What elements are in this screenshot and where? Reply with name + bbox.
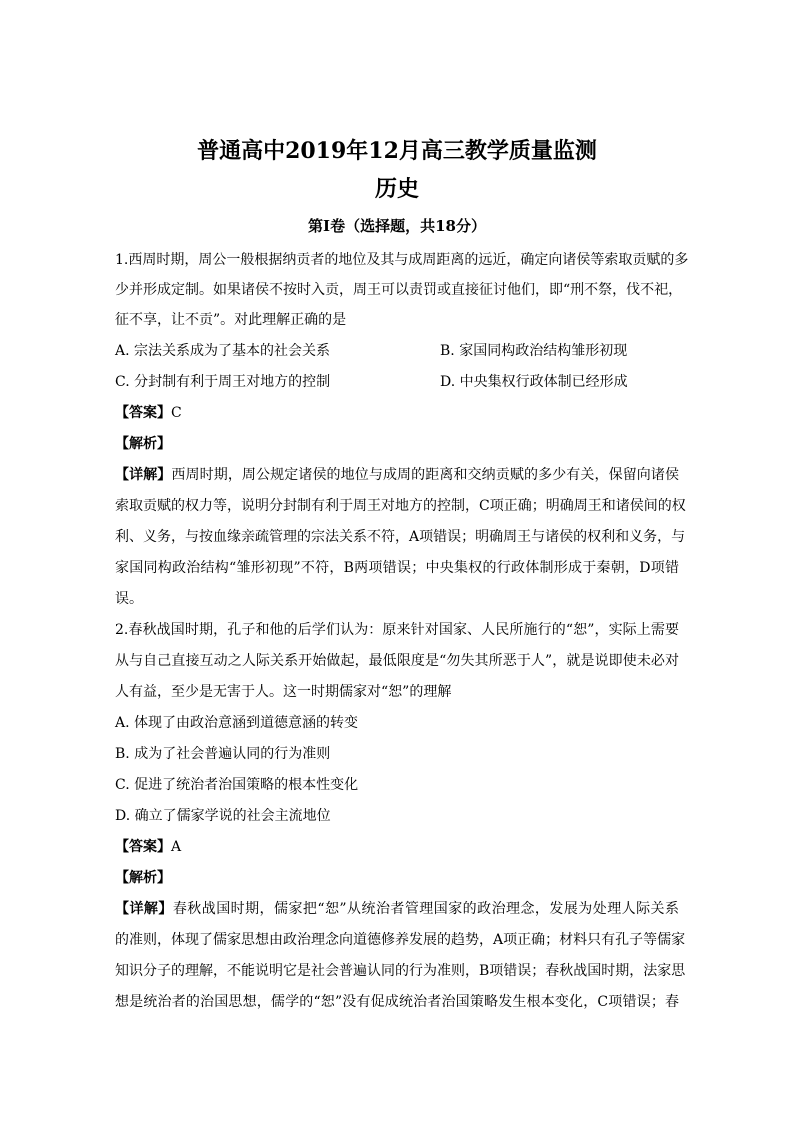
q2-answer-value: A (171, 839, 182, 855)
q1-detail-line-3: 利、义务，与按血缘亲疏管理的宗法关系不符，A项错误；明确周王与诸侯的权利和义务，与 (115, 529, 686, 545)
answer-tag: 【答案】 (115, 405, 171, 421)
q2-detail-text-1: 春秋战国时期，儒家把“恕”从统治者管理国家的政治理念，发展为处理人际关系 (172, 901, 680, 917)
exam-title: 普通高中2019年12月高三教学质量监测 (197, 138, 597, 164)
subject-title: 历史 (374, 176, 419, 202)
detail-tag: 【详解】 (115, 901, 173, 917)
answer-tag: 【答案】 (115, 839, 171, 855)
section-title: 第Ⅰ卷（选择题，共18分） (308, 217, 486, 235)
q1-option-a: A. 宗法关系成为了基本的社会关系 (115, 343, 331, 359)
q1-answer (115, 402, 182, 424)
q2-option-d: D. 确立了儒家学说的社会主流地位 (115, 808, 331, 824)
q2-stem-line-2: 从与自己直接互动之人际关系开始做起，最低限度是“勿失其所恶于人”，就是说即使未必对 (115, 653, 679, 669)
q2-option-a: A. 体现了由政治意涵到道德意涵的转变 (115, 715, 359, 731)
q1-detail-line-5: 误。 (115, 591, 143, 607)
q1-detail-line-1 (115, 464, 679, 486)
analysis-tag: 【解析】 (115, 436, 171, 452)
q2-stem-line-1: 2.春秋战国时期，孔子和他的后学们认为：原来针对国家、人民所施行的“恕”，实际上需要 (115, 622, 679, 638)
q1-detail-line-2: 索取贡赋的权力等，说明分封制有利于周王对地方的控制，C项正确；明确周王和诸侯间的权 (115, 498, 686, 514)
q2-detail-line-2: 的准则，体现了儒家思想由政治理念向道德修养发展的趋势，A项正确；材料只有孔子等儒家 (115, 932, 686, 948)
q2-option-c: C. 促进了统治者治国策略的根本性变化 (115, 777, 359, 793)
q2-detail-line-1 (115, 898, 679, 920)
q2-detail-line-4: 想是统治者的治国思想，儒学的“恕”没有促成统治者治国策略发生根本变化，C项错误；春 (115, 994, 679, 1010)
q1-analysis (115, 433, 171, 455)
q1-answer-value: C (171, 405, 182, 421)
q1-detail-text-1: 西周时期，周公规定诸侯的地位与成周的距离和交纳贡赋的多少有关，保留向诸侯 (171, 467, 680, 483)
q2-stem-line-3: 人有益，至少是无害于人。这一时期儒家对“恕”的理解 (115, 684, 452, 700)
q2-option-b: B. 成为了社会普遍认同的行为准则 (115, 746, 331, 762)
q2-answer (115, 836, 181, 858)
q2-detail-line-3: 知识分子的理解，不能说明它是社会普遍认同的行为准则，B项错误；春秋战国时期，法家思 (115, 963, 686, 979)
q1-stem-line-1: 1.西周时期，周公一般根据纳贡者的地位及其与成周距离的远近，确定向诸侯等索取贡赋的多 (115, 252, 689, 268)
q2-analysis (115, 867, 171, 889)
q1-detail-line-4: 家国同构政治结构“雏形初现”不符，B两项错误；中央集权的行政体制形成于秦朝，D项错 (115, 560, 679, 576)
q1-option-c: C. 分封制有利于周王对地方的控制 (115, 374, 331, 390)
q1-option-b: B. 家国同构政治结构雏形初现 (440, 343, 628, 359)
detail-tag: 【详解】 (115, 467, 172, 483)
q1-stem-line-2: 少并形成定制。如果诸侯不按时入贡，周王可以责罚或直接征讨他们，即“刑不祭，伐不祀， (115, 282, 683, 298)
q1-stem-line-3: 征不享，让不贡”。对此理解正确的是 (115, 312, 347, 328)
analysis-tag: 【解析】 (115, 870, 171, 886)
q1-option-d: D. 中央集权行政体制已经形成 (440, 374, 628, 390)
